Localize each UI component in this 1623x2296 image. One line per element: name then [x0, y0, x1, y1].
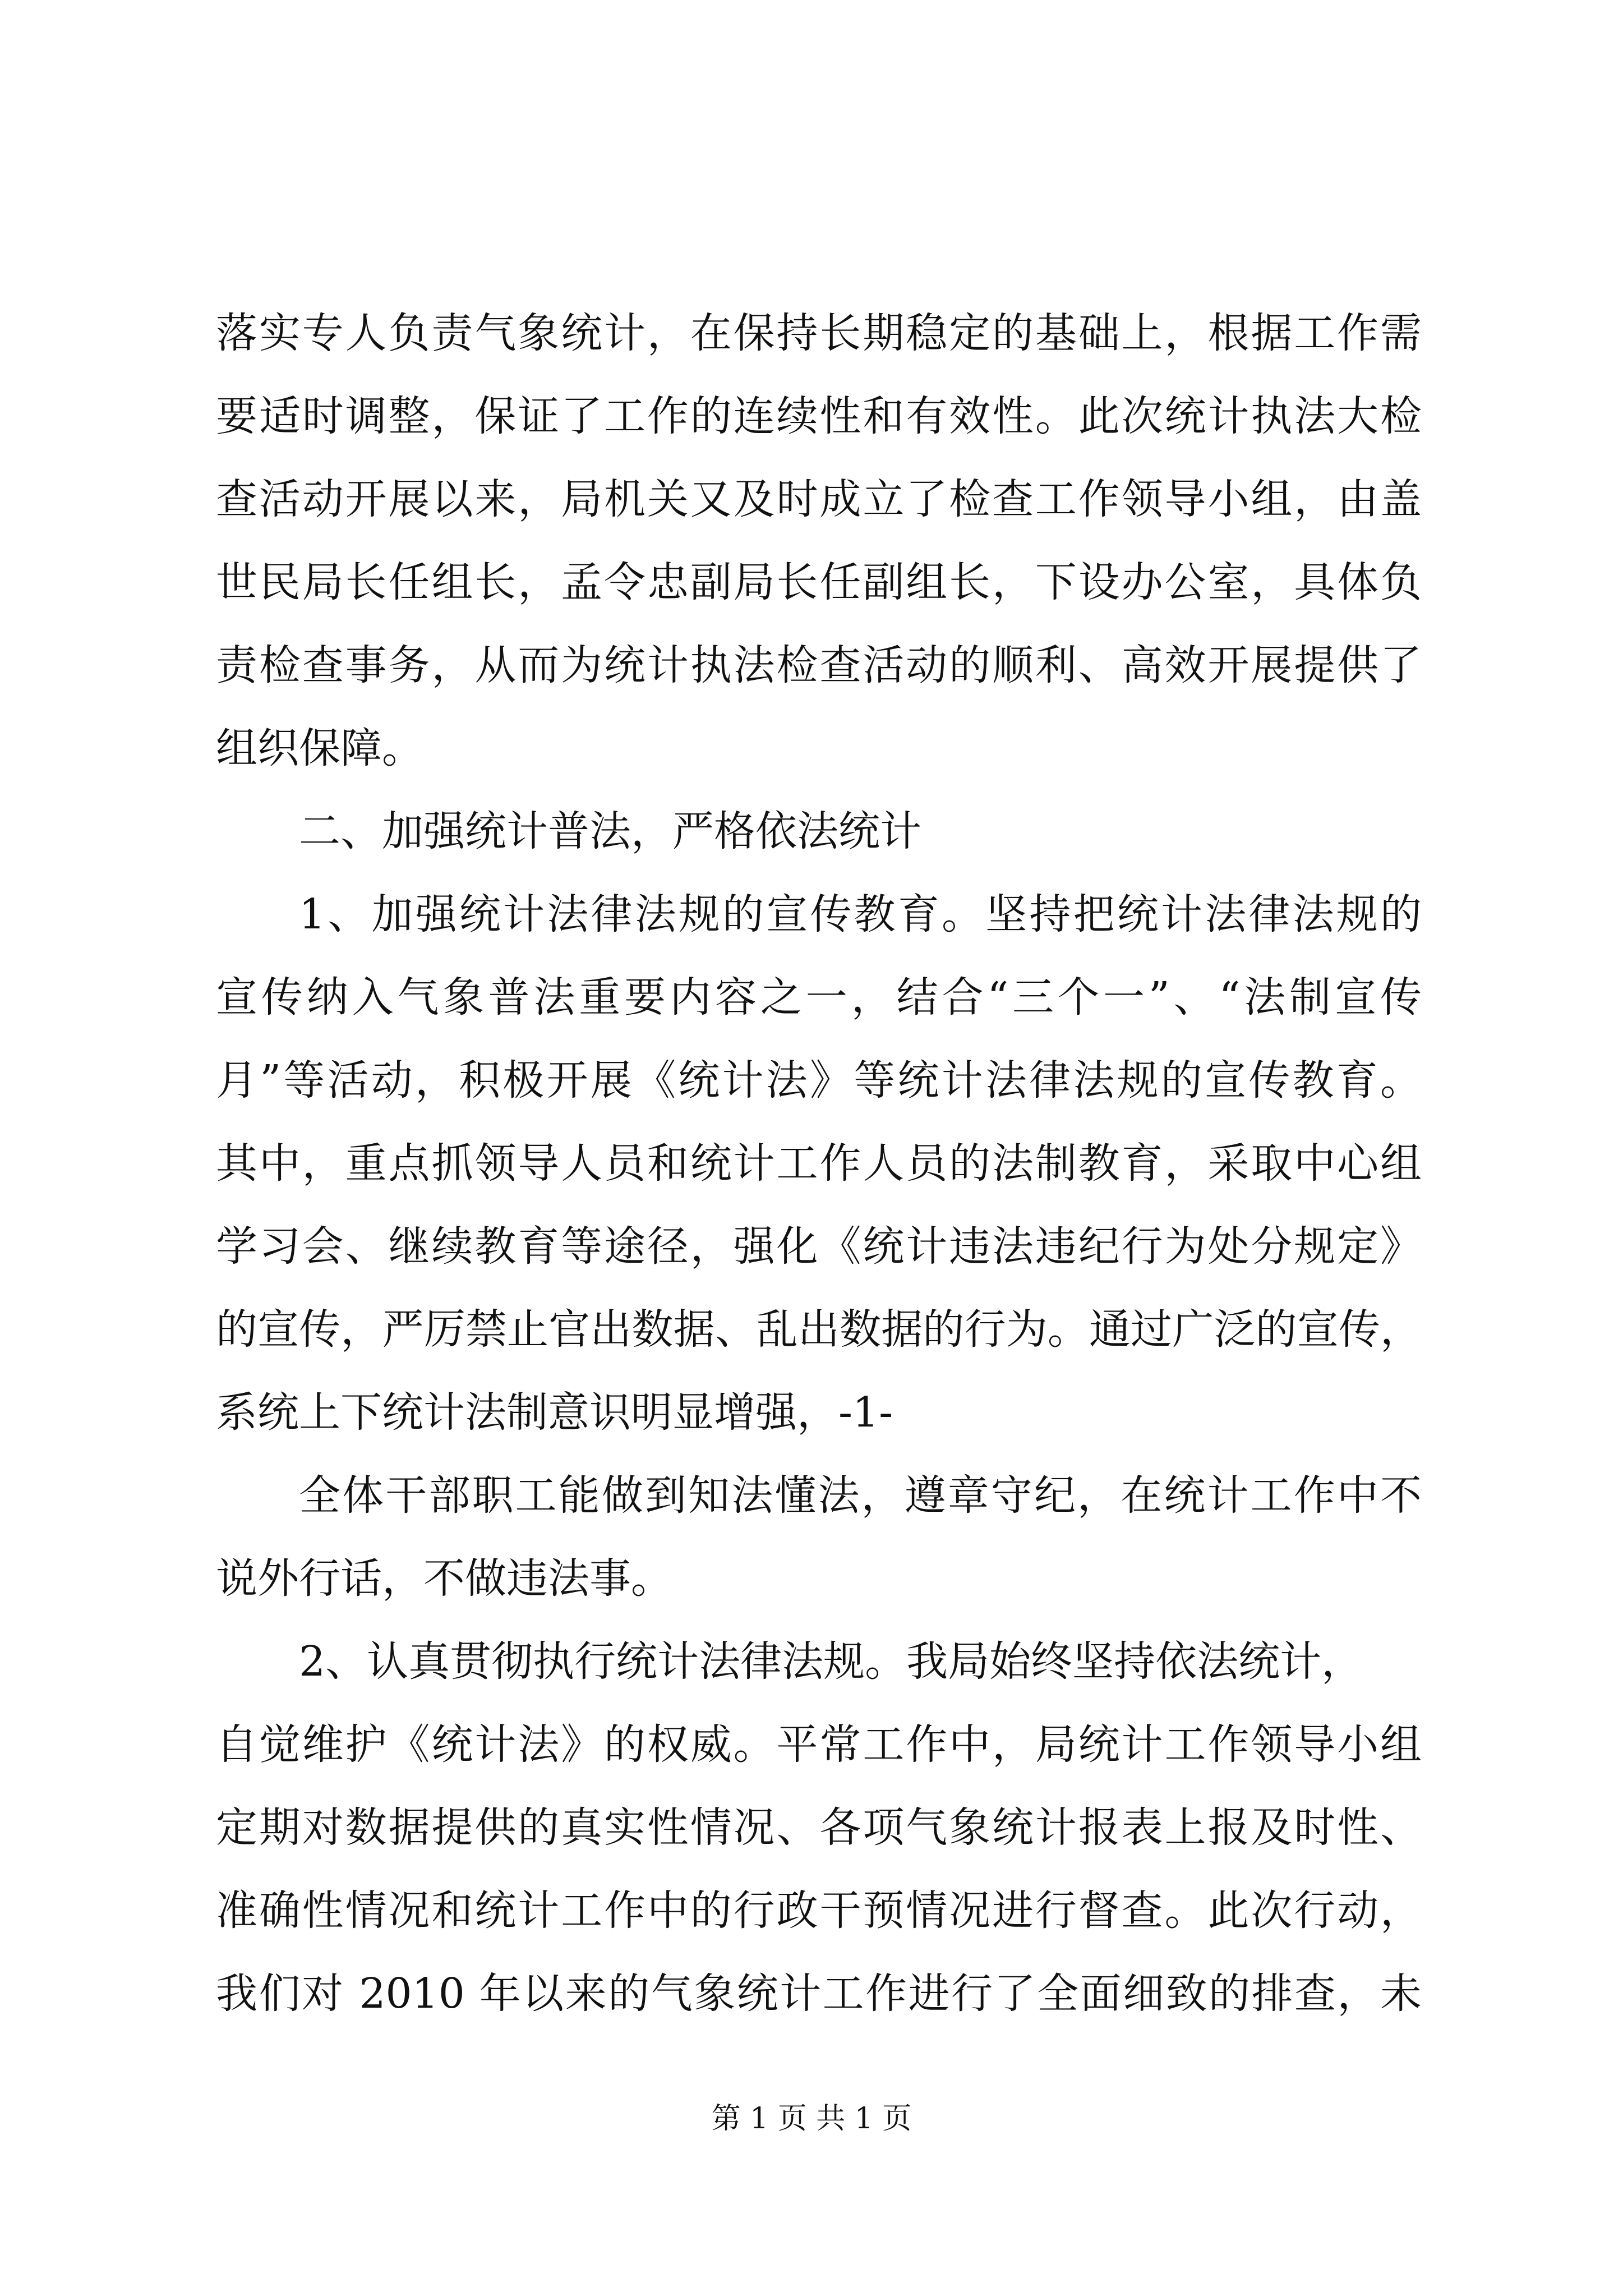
text-line: 2、认真贯彻执行统计法律法规。我局始终坚持依法统计，	[299, 1637, 1363, 1686]
text-line: 说外行话，不做违法事。	[216, 1554, 672, 1603]
text-line: 世民局长任组长，孟令忠副局长任副组长，下设办公室，具体负	[216, 558, 1422, 606]
text-line: 组织保障。	[216, 724, 423, 772]
text-line: 其中，重点抓领导人员和统计工作人员的法制教育，采取中心组	[216, 1139, 1422, 1188]
text-line: 落实专人负责气象统计，在保持长期稳定的基础上，根据工作需	[216, 309, 1422, 357]
text-line: 宣传纳入气象普法重要内容之一，结合“三个一”、“法制宣传	[216, 973, 1422, 1022]
text-line: 要适时调整，保证了工作的连续性和有效性。此次统计执法大检	[216, 392, 1422, 440]
text-line: 系统上下统计法制意识明显增强，-1-	[216, 1388, 893, 1437]
text-line: 学习会、继续教育等途径，强化《统计违法违纪行为处分规定》	[216, 1222, 1422, 1271]
document-body	[216, 292, 1422, 2035]
text-line: 月”等活动，积极开展《统计法》等统计法律法规的宣传教育。	[216, 1056, 1422, 1105]
text-line: 自觉维护《统计法》的权威。平常工作中，局统计工作领导小组	[216, 1720, 1422, 1769]
text-line: 查活动开展以来，局机关又及时成立了检查工作领导小组，由盖	[216, 475, 1422, 523]
text-line: 我们对 2010 年以来的气象统计工作进行了全面细致的排查，未	[216, 1970, 1422, 2018]
page-footer: 第 1 页 共 1 页	[711, 2102, 912, 2136]
text-line: 的宣传，严厉禁止官出数据、乱出数据的行为。通过广泛的宣传，	[216, 1305, 1422, 1354]
section-heading: 二、加强统计普法，严格依法统计	[299, 807, 921, 855]
text-line: 定期对数据提供的真实性情况、各项气象统计报表上报及时性、	[216, 1803, 1422, 1852]
text-line: 1、加强统计法律法规的宣传教育。坚持把统计法律法规的	[299, 890, 1422, 938]
text-line: 准确性情况和统计工作中的行政干预情况进行督查。此次行动，	[216, 1887, 1422, 1935]
text-line: 责检查事务，从而为统计执法检查活动的顺利、高效开展提供了	[216, 641, 1422, 689]
text-line: 全体干部职工能做到知法懂法，遵章守纪，在统计工作中不	[299, 1471, 1422, 1520]
